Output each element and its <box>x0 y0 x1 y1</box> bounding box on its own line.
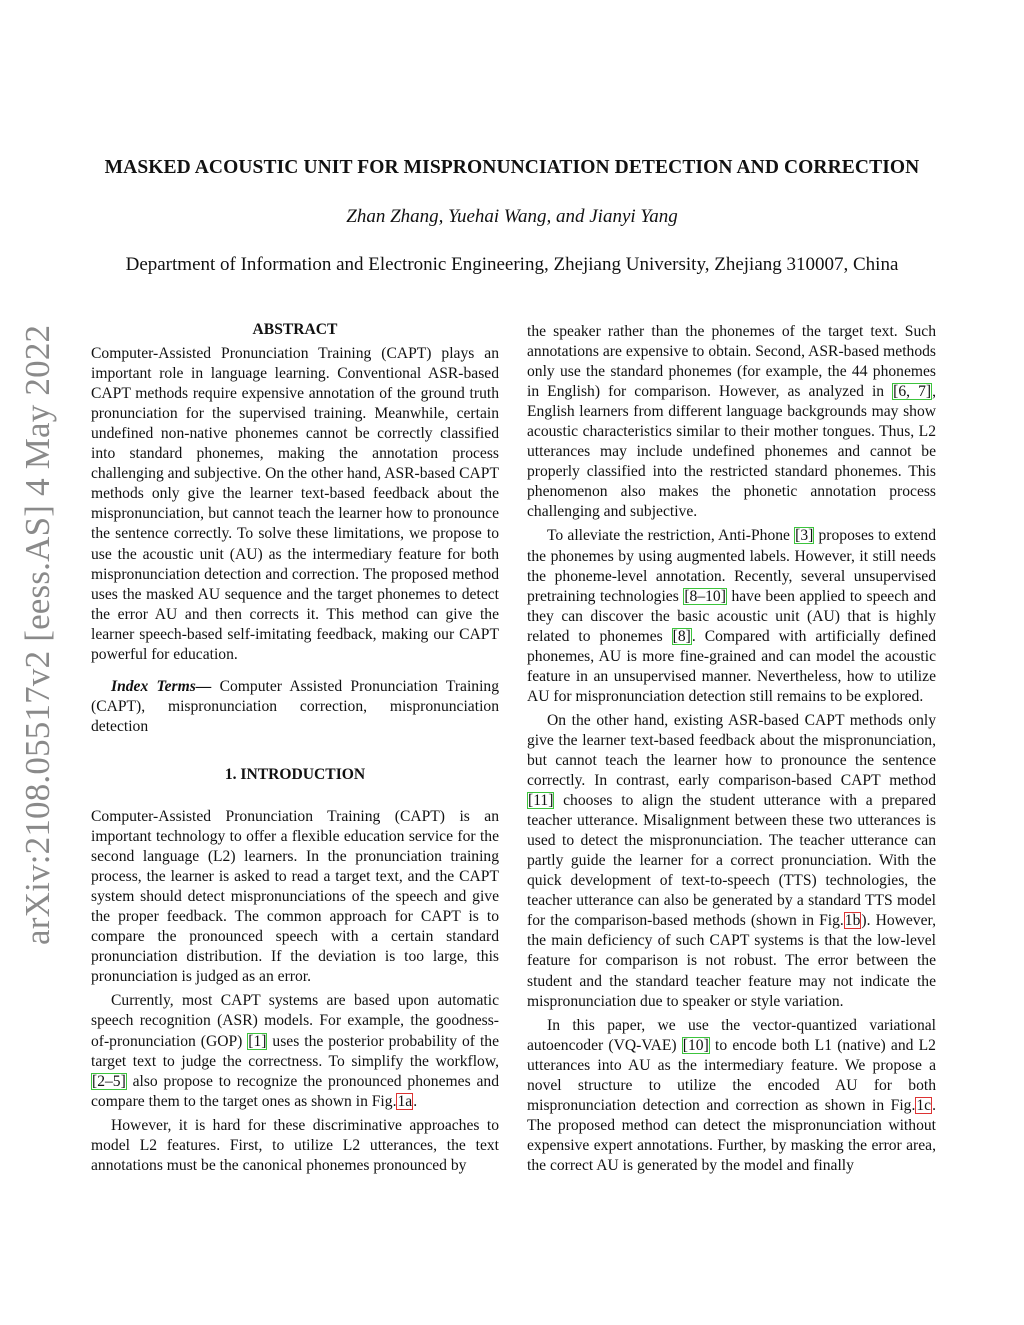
intro-paragraph-5 <box>527 711 936 1012</box>
figure-link[interactable]: 1a <box>397 1092 413 1110</box>
paper-title: MASKED ACOUSTIC UNIT FOR MISPRONUNCIATION DETECTION AND CORRECTION <box>104 157 920 178</box>
citation-link[interactable]: [1] <box>248 1032 267 1050</box>
intro-paragraph-2 <box>91 991 499 1111</box>
index-terms <box>91 677 499 737</box>
intro-paragraph-3: However, it is hard for these discriminative approaches to model L2 features. First, to utilize L2 utterances, the text annotations must be the canonical phonemes pronounced by <box>91 1116 499 1174</box>
text-span: to encode both L1 (native) and L2 utterances into AU as the intermediary feature. We propose a novel structure to utilize the encoded AU for both mispronunciation detection and correction as shown in Fig. <box>527 1036 936 1114</box>
text-span: . <box>413 1092 418 1110</box>
intro-heading: 1. INTRODUCTION <box>224 765 366 783</box>
abstract-text: Computer-Assisted Pronunciation Training (CAPT) plays an important role in language learning. Conventional ASR-based CAPT methods require expensive annotation of the ground truth pronunciation for the supervised training. Meanwhile, certain undefined non-native phonemes cannot be correctly classified into standard phonemes, making the annotation process challenging and subjective. On the other hand, ASR-based CAPT methods only give the learner text-based feedback about the mispronunciation, but cannot teach the learner how to pronounce the sentence correctly. To solve these limitations, we propose to use the acoustic unit (AU) as the intermediary feature for both mispronunciation detection and correction. The proposed method uses the masked AU sequence and the target phonemes to detect the error AU and then corrects it. This method can give the learner speech-based self-imitating feedback, making our CAPT powerful for education. <box>91 345 499 663</box>
author-list: Zhan Zhang, Yuehai Wang, and Jianyi Yang <box>346 206 678 227</box>
text-span: , English learners from different language backgrounds may show acoustic characteristics similar to their mother tongues. Thus, L2 utterances may include undefined phonemes and cannot be properly classified into the restricted standard phonemes. This phenomenon also makes the phonetic annotation process challenging and subjective. <box>527 383 936 521</box>
text-span: Currently, most CAPT systems are based upon automatic speech recognition (ASR) models. For example, the goodness-of-pronunciation (GOP) <box>91 992 499 1050</box>
text-span: chooses to align the student utterance with a prepared teacher utterance. Misalignment between these two utterances is used to detect the mispronunciation. The teacher utterance can partly guide the learner for a correct pronunciation. With the quick development of text-to-speech (TTS) technologies, the teacher utterance can also be generated by a standard TTS model for the comparison-based methods (shown in Fig. <box>527 792 936 930</box>
abstract-heading: ABSTRACT <box>252 321 338 338</box>
index-terms-label: Index Terms— <box>111 677 212 695</box>
citation-link[interactable]: [2–5] <box>92 1072 126 1090</box>
text-span: uses the posterior probability of the target text to judge the correctness. To simplify the workflow, <box>91 1032 499 1070</box>
citation-link[interactable]: [6, 7] <box>893 383 932 401</box>
text-span: have been applied to speech and they can discover the basic acoustic unit (AU) that is highly related to phonemes <box>527 587 937 645</box>
figure-link[interactable]: 1c <box>916 1096 932 1114</box>
text-span: ). However, the main deficiency of such CAPT systems is that the low-level feature for comparison is not robust. The error between the student and the standard teacher feature may not indicate the mispronunciation due to speaker or style variation. <box>527 912 936 1010</box>
citation-link[interactable]: [8–10] <box>684 587 726 605</box>
affiliation: Department of Information and Electronic Engineering, Zhejiang University, Zhejiang 310007, China <box>125 254 899 275</box>
left-column <box>91 320 499 1176</box>
index-terms-text: Computer Assisted Pronunciation Training (CAPT), mispronunciation correction, mispronunciation detection <box>91 677 500 735</box>
right-column <box>527 322 936 1176</box>
text-span: the speaker rather than the phonemes of the target text. Such annotations are expensive to obtain. Second, ASR-based methods only use the standard phonemes (for example, the 44 phonemes in English) for comparison. However, as analyzed in <box>527 323 936 401</box>
text-span: . Compared with artificially defined phonemes, AU is more fine-grained and can model the acoustic feature in an unsupervised manner. Nevertheless, how to utilize AU for mispronunciation detection still remains to be explored. <box>527 627 936 705</box>
text-span: In this paper, we use the vector-quantized variational autoencoder (VQ-VAE) <box>527 1016 936 1054</box>
text-span: proposes to extend the phonemes by using augmented labels. However, it still needs the phoneme-level annotation. Recently, several unsupervised pretraining technologies <box>527 527 936 605</box>
figure-link[interactable]: 1b <box>844 912 861 930</box>
citation-link[interactable]: [8] <box>672 627 691 645</box>
text-span: also propose to recognize the pronounced phonemes and compare them to the target ones as shown in Fig. <box>91 1072 499 1110</box>
intro-paragraph-4 <box>527 526 936 706</box>
citation-link[interactable]: [11] <box>528 792 554 810</box>
text-span: . The proposed method can detect the mispronunciation without expensive expert annotations. Further, by masking the error area, the correct AU is generated by the model and finally <box>527 1096 936 1174</box>
intro-paragraph-3-continued <box>527 322 936 522</box>
arxiv-side-stamp: arXiv:2108.05517v2 [eess.AS] 4 May 2022 <box>18 324 57 945</box>
intro-paragraph-6 <box>527 1016 936 1176</box>
intro-paragraph-1: Computer-Assisted Pronunciation Training (CAPT) is an important technology to offer a flexible education service for the second language (L2) learners. In the pronunciation training process, the learner is asked to read a target text, and the CAPT system should detect mispronunciations of the speech and give the proper feedback. The common approach for CAPT is to compare the pronounced speech with a certain standard pronunciation distribution. If the deviation is too large, this pronunciation is judged as an error. <box>91 807 499 986</box>
text-span: On the other hand, existing ASR-based CAPT methods only give the learner text-based feedback about the mispronunciation, but cannot teach the learner how to pronounce the sentence correctly. In contrast, early comparison-based CAPT method <box>527 711 936 790</box>
citation-link[interactable]: [3] <box>795 527 814 545</box>
text-span: To alleviate the restriction, Anti-Phone <box>547 527 795 545</box>
citation-link[interactable]: [10] <box>682 1036 709 1054</box>
